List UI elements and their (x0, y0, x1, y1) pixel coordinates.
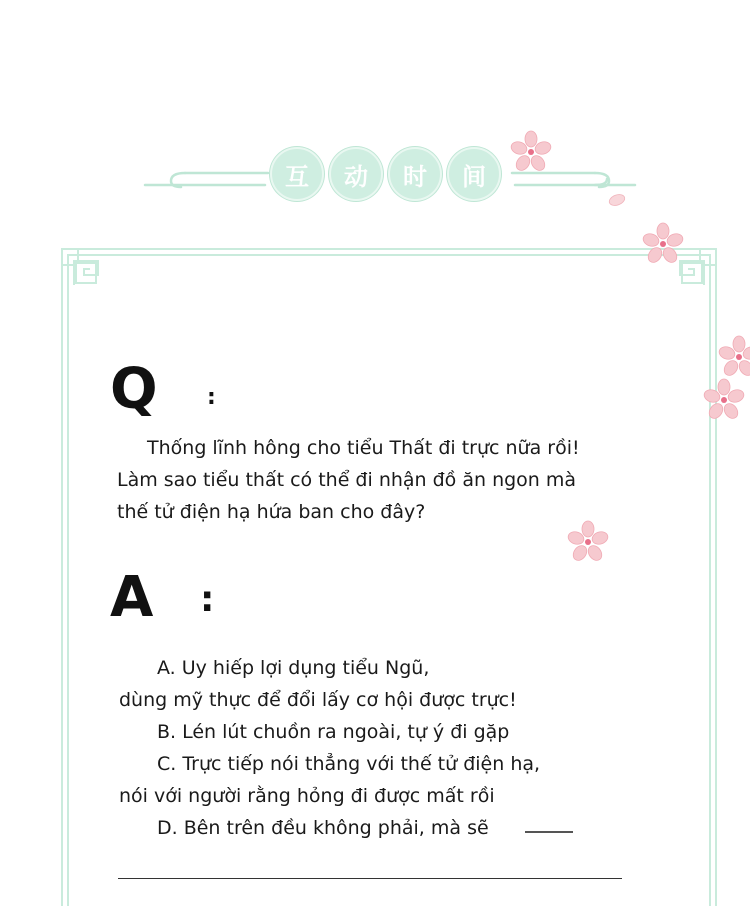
divider (118, 878, 622, 879)
option-c-line-2: nói với người rằng hỏng đi được mất rồi (119, 785, 495, 807)
petal-icon (607, 192, 627, 208)
option-d: D. Bên trên đều không phải, mà sẽ (157, 817, 489, 839)
question-colon: : (207, 385, 216, 410)
title-char-1: 互 (270, 147, 324, 201)
section-banner (140, 135, 640, 205)
title-char-2: 动 (329, 147, 383, 201)
question-line-1: Thống lĩnh hông cho tiểu Thất đi trực nữa rồi! (147, 437, 580, 459)
option-c-line-1: C. Trực tiếp nói thẳng với thế tử điện hạ, (157, 753, 541, 775)
option-b: B. Lén lút chuồn ra ngoài, tự ý đi gặp (157, 721, 510, 743)
cherry-blossom-icon (567, 520, 609, 562)
answer-marker: A (110, 565, 154, 630)
question-marker: Q (110, 357, 158, 422)
title-char-3: 时 (388, 147, 442, 201)
title-char-4: 间 (447, 147, 501, 201)
answer-colon: : (200, 579, 215, 620)
cherry-blossom-icon (510, 130, 552, 172)
question-line-2: Làm sao tiểu thất có thể đi nhận đồ ăn ngon mà (117, 469, 577, 491)
question-line-3: thế tử điện hạ hứa ban cho đây? (117, 501, 426, 523)
cherry-blossom-icon (642, 222, 684, 264)
cherry-blossom-icon (718, 335, 750, 379)
option-a-line-2: dùng mỹ thực để đổi lấy cơ hội được trực! (119, 689, 517, 711)
option-a-line-1: A. Uy hiếp lợi dụng tiểu Ngũ, (157, 657, 430, 679)
cherry-blossom-icon (703, 378, 745, 420)
answer-blank-line (525, 831, 573, 833)
